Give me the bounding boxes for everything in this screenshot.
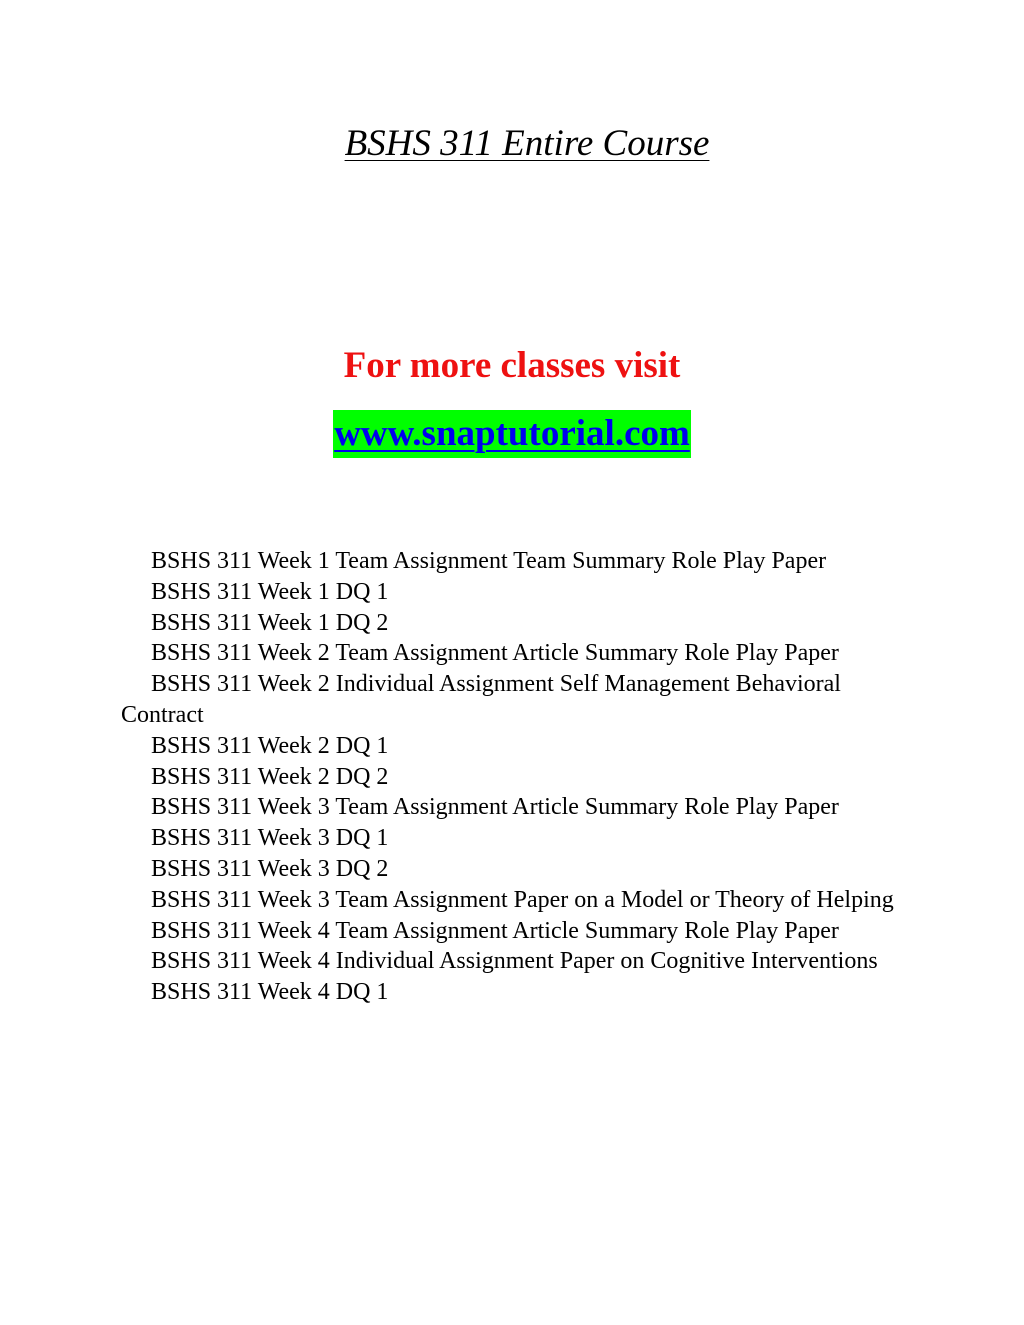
list-item: BSHS 311 Week 4 Individual Assignment Paper on Cognitive Interventions (151, 948, 878, 975)
list-item: BSHS 311 Week 3 Team Assignment Article Summary Role Play Paper (151, 794, 839, 821)
list-item: BSHS 311 Week 3 DQ 2 (151, 855, 389, 882)
list-item: BSHS 311 Week 2 Individual Assignment Self Management Behavioral Contract (121, 671, 841, 728)
site-link[interactable]: www.snaptutorial.com (333, 410, 691, 458)
list-item: BSHS 311 Week 3 Team Assignment Paper on a Model or Theory of Helping (151, 886, 894, 913)
list-item: BSHS 311 Week 4 DQ 1 (151, 979, 389, 1006)
course-title: BSHS 311 Entire Course (344, 123, 710, 164)
list-item: BSHS 311 Week 3 DQ 1 (151, 825, 389, 852)
list-item: BSHS 311 Week 4 Team Assignment Article Summary Role Play Paper (151, 917, 839, 944)
list-item: BSHS 311 Week 1 DQ 2 (151, 609, 389, 636)
list-item: BSHS 311 Week 2 DQ 1 (151, 732, 389, 759)
list-item: BSHS 311 Week 1 DQ 1 (151, 578, 389, 605)
list-item: BSHS 311 Week 1 Team Assignment Team Summary Role Play Paper (151, 548, 827, 574)
list-item: BSHS 311 Week 2 Team Assignment Article Summary Role Play Paper (151, 640, 839, 667)
promo-text: For more classes visit (343, 345, 681, 386)
list-item: BSHS 311 Week 2 DQ 2 (151, 763, 389, 790)
course-item-list (121, 546, 911, 1008)
site-link-container (0, 410, 1024, 458)
